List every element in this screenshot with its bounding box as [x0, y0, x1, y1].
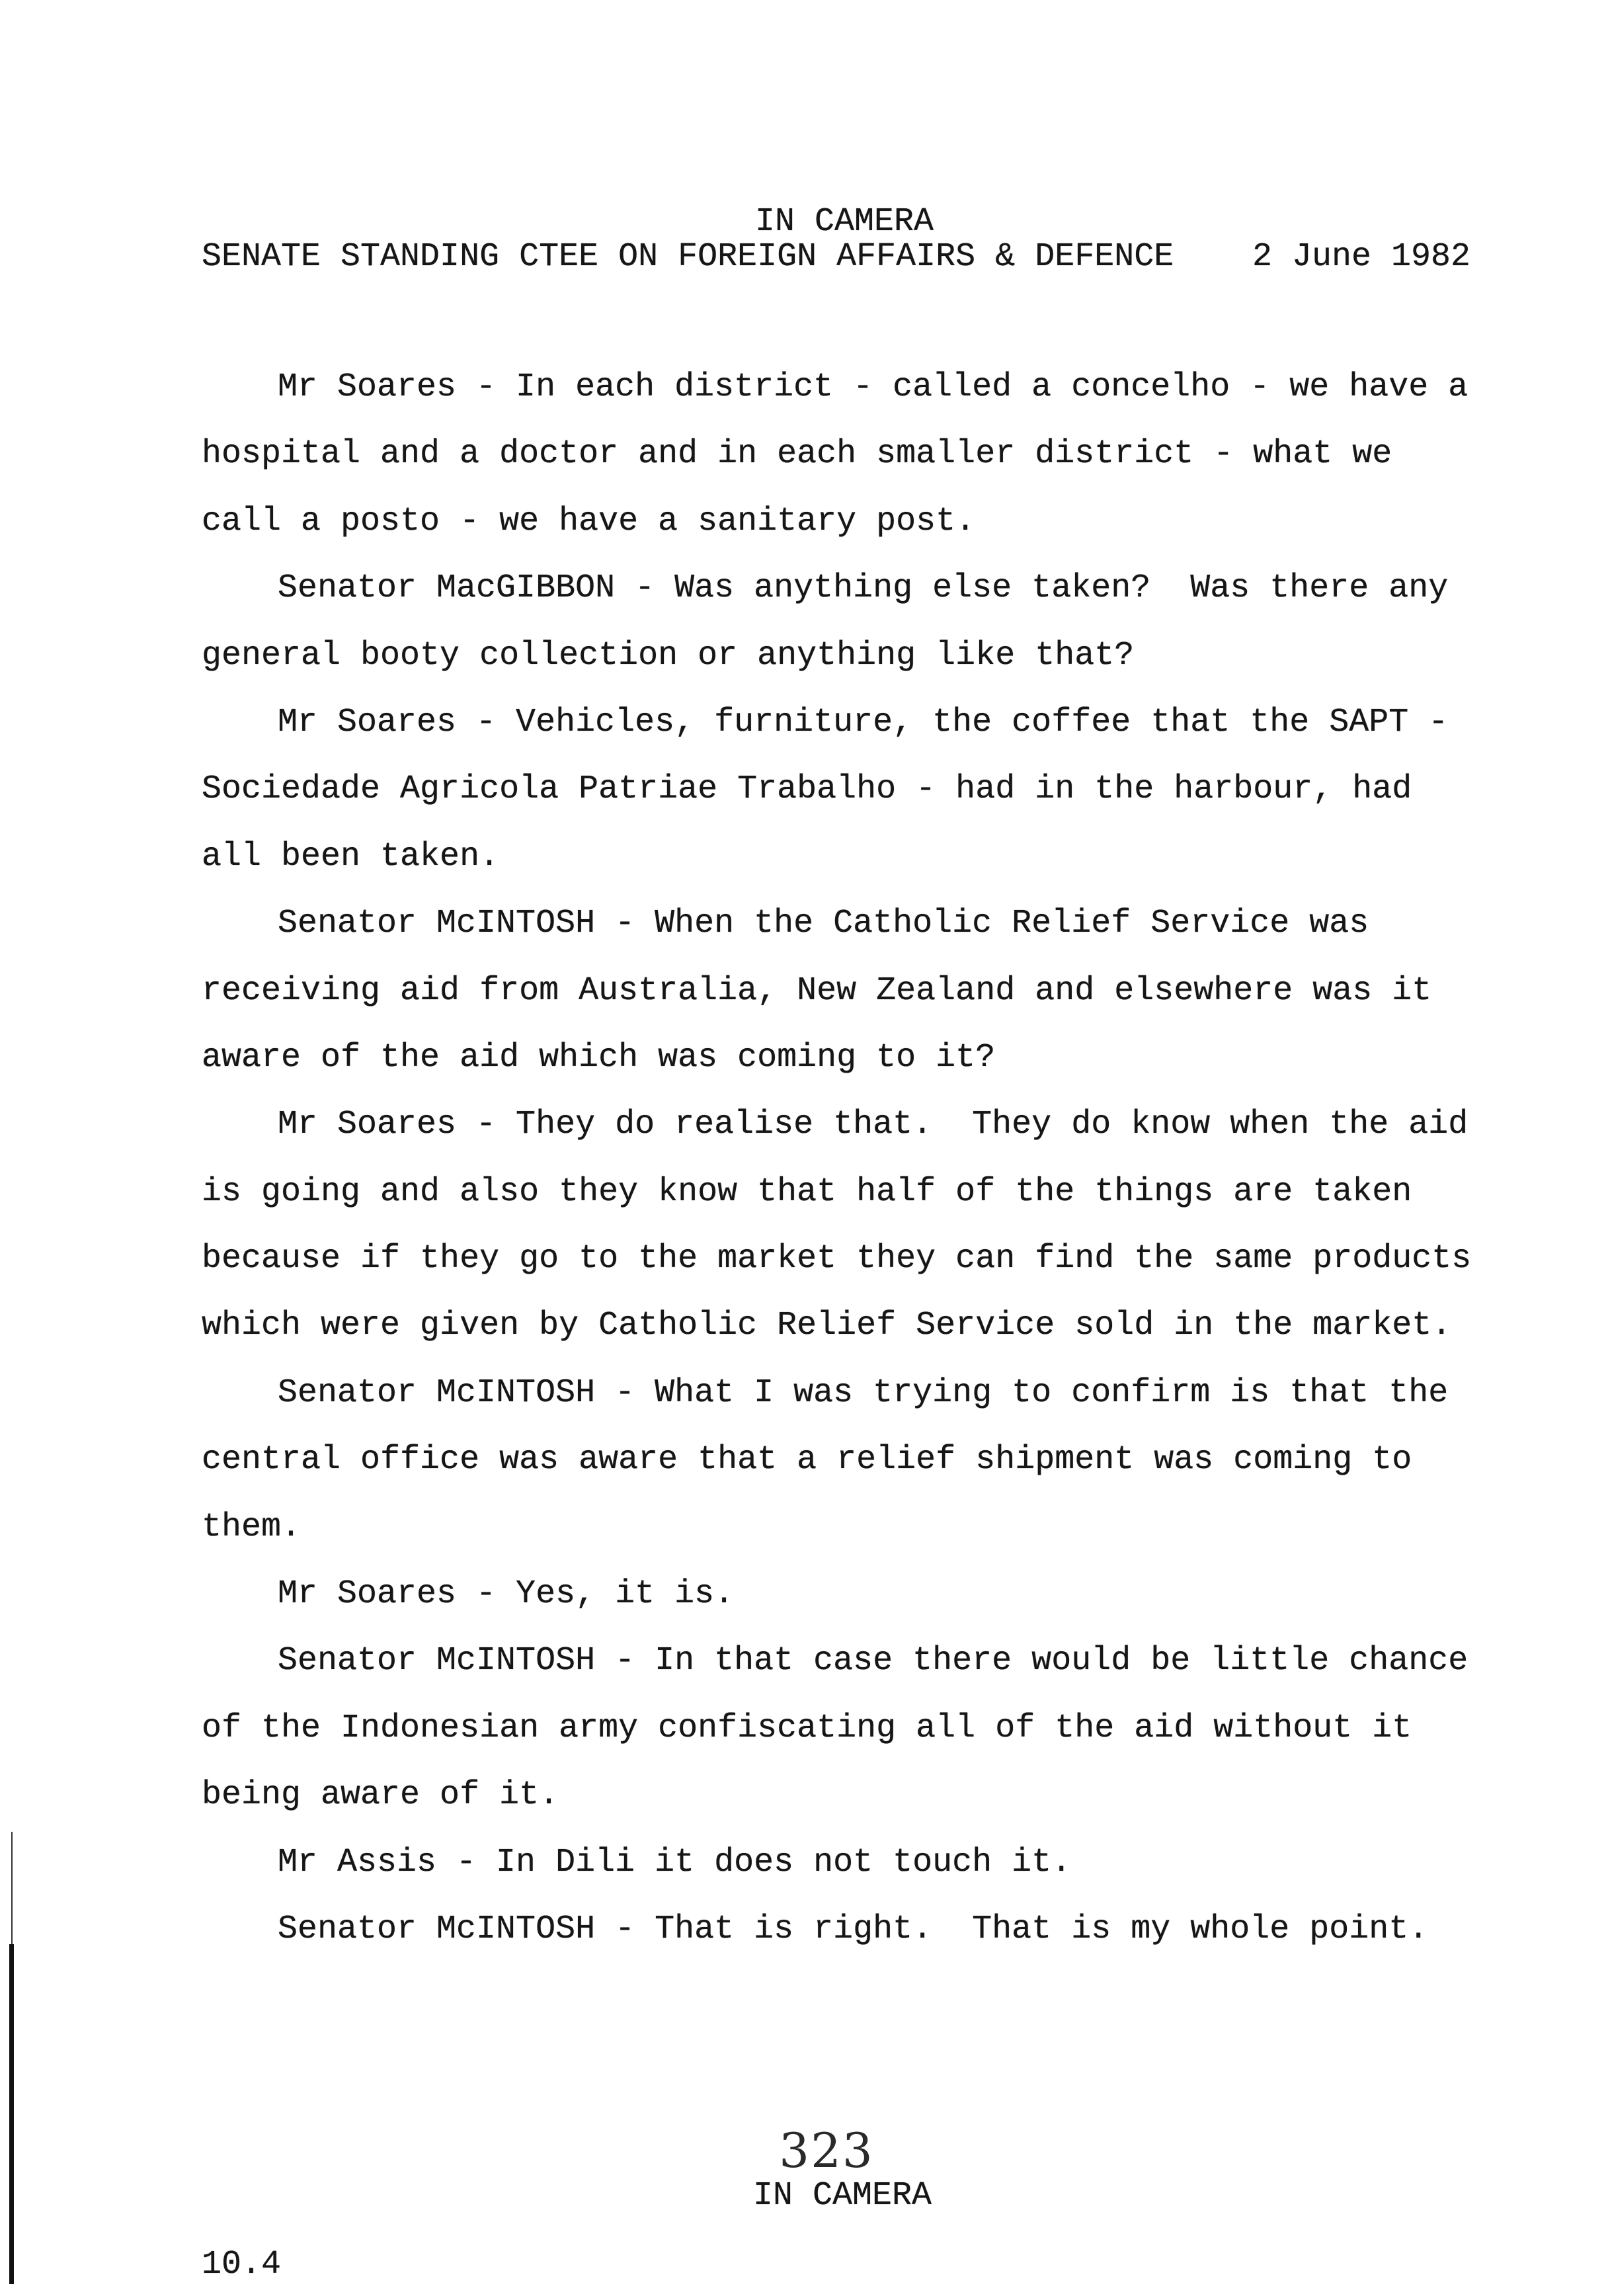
transcript-line: being aware of it. — [202, 1776, 559, 1815]
page-number: 323 — [779, 2123, 874, 2178]
transcript-line: Senator McINTOSH - In that case there would be little chance — [278, 1642, 1468, 1680]
transcript-line: Mr Soares - In each district - called a concelho - we have a — [278, 368, 1468, 406]
transcript-line: general booty collection or anything like that? — [202, 636, 1135, 675]
transcript-line: Senator McINTOSH - When the Catholic Relief Service was — [278, 905, 1369, 943]
transcript-paragraph — [202, 1627, 1498, 1828]
transcript-line: them. — [202, 1508, 302, 1546]
committee-title: SENATE STANDING CTEE ON FOREIGN AFFAIRS & DEFENCE — [202, 238, 1174, 276]
transcript-paragraph — [202, 1091, 1498, 1360]
transcript-line: Mr Soares - Yes, it is. — [278, 1575, 735, 1614]
scan-edge-mark — [11, 1832, 13, 1948]
classification-header: IN CAMERA — [755, 203, 934, 241]
transcript-line: because if they go to the market they can find the same products — [202, 1240, 1472, 1278]
classification-footer: IN CAMERA — [753, 2177, 932, 2215]
transcript-paragraph — [202, 354, 1498, 555]
transcript-line: is going and also they know that half of the things are taken — [202, 1172, 1412, 1211]
transcript-paragraph — [202, 1561, 1498, 1627]
transcript-line: receiving aid from Australia, New Zealand and elsewhere was it — [202, 971, 1432, 1010]
scan-edge-mark — [9, 1944, 14, 2284]
transcript-line: central office was aware that a relief shipment was coming to — [202, 1441, 1412, 1479]
transcript-body — [202, 354, 1498, 1963]
transcript-line: Sociedade Agricola Patriae Trabalho - had in the harbour, had — [202, 770, 1412, 809]
transcript-line: all been taken. — [202, 837, 500, 876]
document-reference: 10.4 — [202, 2246, 282, 2283]
transcript-line: Mr Assis - In Dili it does not touch it. — [278, 1843, 1072, 1881]
hearing-date: 2 June 1982 — [1252, 238, 1471, 276]
transcript-line: Senator MacGIBBON - Was anything else taken? Was there any — [278, 569, 1449, 608]
transcript-line: which were given by Catholic Relief Service sold in the market. — [202, 1307, 1452, 1345]
transcript-line: Senator McINTOSH - That is right. That is my whole point. — [278, 1910, 1429, 1948]
transcript-paragraph — [202, 555, 1498, 689]
transcript-line: Mr Soares - They do realise that. They do know when the aid — [278, 1106, 1468, 1144]
transcript-line: hospital and a doctor and in each smaller district - what we — [202, 435, 1392, 473]
transcript-line: Senator McINTOSH - What I was trying to confirm is that the — [278, 1374, 1449, 1412]
transcript-paragraph — [202, 1896, 1498, 1963]
transcript-line: aware of the aid which was coming to it? — [202, 1038, 996, 1077]
transcript-line: Mr Soares - Vehicles, furniture, the coffee that the SAPT - — [278, 703, 1449, 741]
transcript-paragraph — [202, 689, 1498, 890]
transcript-paragraph — [202, 1829, 1498, 1896]
transcript-line: call a posto - we have a sanitary post. — [202, 502, 976, 540]
transcript-paragraph — [202, 1360, 1498, 1561]
transcript-paragraph — [202, 890, 1498, 1091]
transcript-line: of the Indonesian army confiscating all of the aid without it — [202, 1709, 1412, 1747]
